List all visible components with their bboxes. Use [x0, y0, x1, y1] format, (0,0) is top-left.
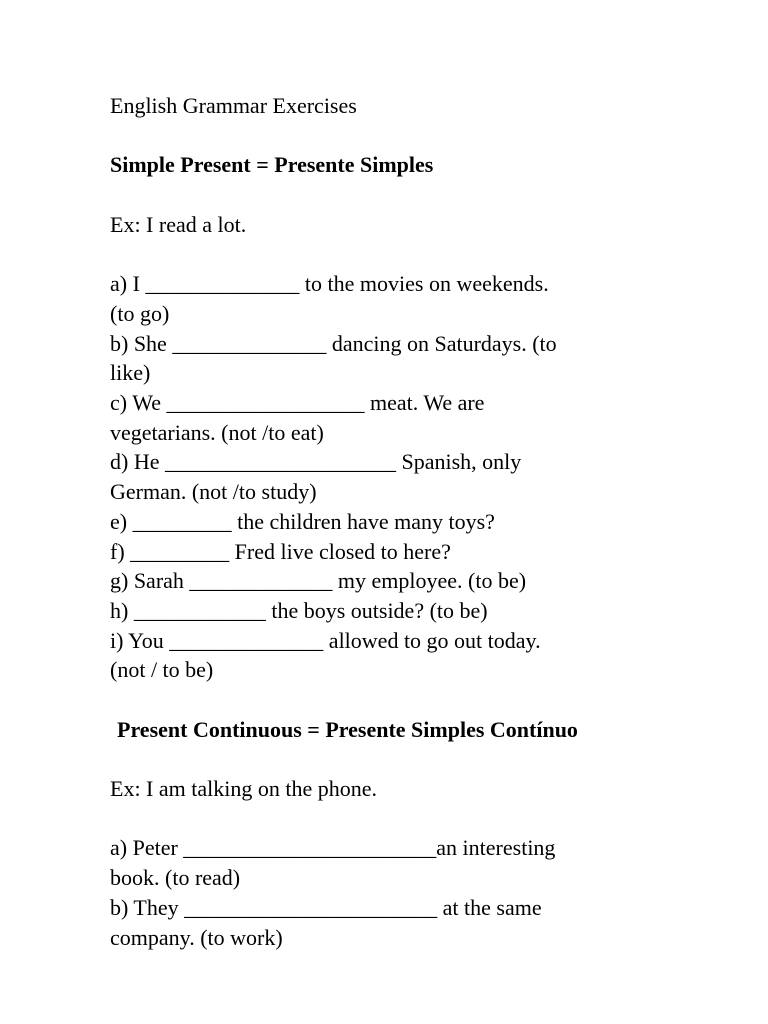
exercise-line: like)	[110, 360, 151, 386]
exercise-line: g) Sarah _____________ my employee. (to be)	[110, 568, 527, 594]
exercise-line: f) _________ Fred live closed to here?	[110, 538, 451, 564]
exercise-line: a) Peter _______________________an interesting	[110, 835, 556, 861]
exercise-line: b) She ______________ dancing on Saturdays. (to	[110, 330, 557, 356]
exercise-line: (not / to be)	[110, 657, 214, 683]
exercise-line: vegetarians. (not /to eat)	[110, 419, 324, 445]
example-present-continuous: Ex: I am talking on the phone.	[110, 776, 377, 802]
section-heading-present-continuous: Present Continuous = Presente Simples Contínuo	[117, 716, 578, 742]
exercise-line: company. (to work)	[110, 924, 283, 950]
exercise-line: book. (to read)	[110, 865, 241, 891]
exercise-line: a) I ______________ to the movies on weekends.	[110, 271, 549, 297]
exercise-line: h) ____________ the boys outside? (to be)	[110, 597, 488, 623]
exercise-line: German. (not /to study)	[110, 479, 317, 505]
exercise-line: e) _________ the children have many toys?	[110, 508, 495, 534]
exercise-line: i) You ______________ allowed to go out today.	[110, 627, 541, 653]
spacer	[110, 685, 650, 715]
exercise-line: c) We __________________ meat. We are	[110, 389, 485, 415]
spacer	[110, 239, 650, 269]
document-title: English Grammar Exercises	[110, 93, 357, 118]
spacer	[110, 744, 650, 774]
exercise-line: (to go)	[110, 300, 170, 326]
example-simple-present: Ex: I read a lot.	[110, 211, 247, 237]
spacer	[110, 180, 650, 210]
section-heading-simple-present: Simple Present = Presente Simples	[110, 152, 434, 178]
spacer	[110, 804, 650, 834]
document-body	[110, 91, 650, 952]
spacer	[110, 121, 650, 151]
exercise-line: b) They _______________________ at the same	[110, 894, 542, 920]
exercise-line: d) He _____________________ Spanish, only	[110, 449, 522, 475]
